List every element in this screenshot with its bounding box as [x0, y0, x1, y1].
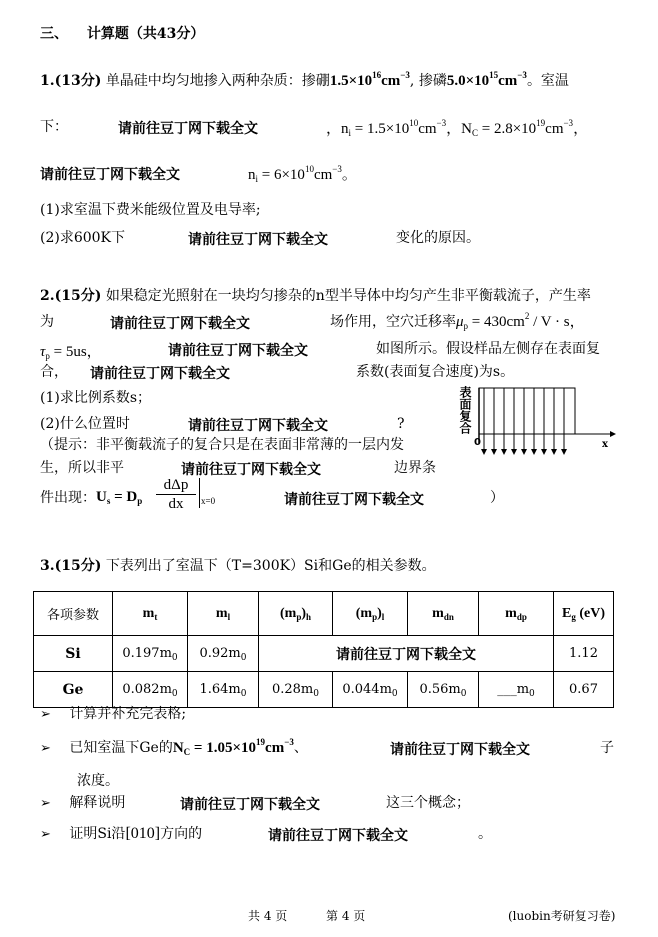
table-cell: $0.044m_0$ — [333, 672, 408, 708]
unit-exp: −3 — [517, 70, 527, 80]
phosphorus-conc: 5.0×10 — [446, 73, 490, 89]
q2-line4-start: 合， — [40, 364, 68, 380]
watermark: 请前往豆丁网下载全文 — [168, 343, 308, 359]
bullet-tail: 子 — [600, 740, 614, 756]
section-title: 计算题（共43分） — [86, 26, 205, 42]
table-cell: $1.64m_0$ — [188, 672, 259, 708]
page-total: 共 4 页 — [248, 909, 288, 923]
bullet-arrow-icon: ➢ — [40, 741, 51, 756]
q2-line2-start: 为 — [40, 314, 54, 330]
q1-sub2-start: (2)求600K下 — [40, 230, 126, 246]
bullet-text: 方向的 — [160, 826, 203, 842]
table-row — [34, 672, 614, 708]
bullet-item — [40, 794, 125, 813]
q1-sub2-end: 变化的原因。 — [396, 230, 480, 246]
page-number: 第 4 页 — [326, 909, 366, 923]
unit-exp: −3 — [400, 70, 410, 80]
q2-line4-end: 系数(表面复合速度)为s。 — [356, 364, 515, 380]
fig-axis-x: x — [602, 439, 608, 450]
q3-intro-text: 下表列出了室温下（T=300K）Si和Ge的相关参数。 — [105, 558, 436, 574]
table-cell: $0.082m_0$ — [113, 672, 188, 708]
table-cell: $0.56m_0$ — [408, 672, 479, 708]
header-cell: $m_{dn}$ — [408, 592, 479, 636]
q2-hint2-start: 生，所以非平 — [40, 460, 124, 476]
section-number: 三、 — [40, 26, 68, 42]
header-cell: $m_{dp}$ — [479, 592, 554, 636]
fraction — [156, 477, 196, 513]
q2-number: 2.(15分) — [40, 288, 102, 304]
watermark: 请前往豆丁网下载全文 — [284, 492, 424, 508]
bullet-text: 计算并补充完表格; — [69, 706, 187, 722]
q2-boundary-formula: $U_s = D_p$ — [96, 489, 143, 506]
table-cell: 0.67 — [554, 672, 614, 708]
bullet-text: 、 — [293, 740, 308, 756]
phosphorus-exp: 15 — [489, 70, 499, 80]
bullet-text: 已知室温下Ge的 — [69, 740, 173, 756]
table-cell: $0.28m_0$ — [259, 672, 333, 708]
table-cell: 1.12 — [554, 636, 614, 672]
bullet-tail: 这三个概念； — [386, 795, 470, 811]
bullet-arrow-icon: ➢ — [40, 827, 51, 842]
q2-hint3-end: ） — [490, 490, 504, 506]
fraction-denominator: dx — [168, 496, 184, 512]
watermark: 请前往豆丁网下载全文 — [181, 462, 321, 478]
boron-conc: 1.5×10 — [329, 73, 373, 89]
table-cell: $0.197m_0$ — [113, 636, 188, 672]
bullet-item — [40, 705, 186, 724]
unit: cm — [381, 73, 401, 89]
q2-line3-end: 如图所示。假设样品左侧存在表面复 — [376, 341, 600, 357]
table-cell: $\_\_\_m_0$ — [479, 672, 554, 708]
q2-lifetime: $\tau_p = 5us$， — [40, 344, 102, 361]
parameter-table — [33, 591, 614, 708]
bullet-item — [40, 825, 202, 844]
q1-ni: ，$n_i = 1.5\times 10^{10}cm^{-3}$，$N_C = 2.8\times 10^{19}cm^{-3}$， — [326, 118, 589, 138]
direction: [010] — [125, 825, 161, 842]
q2-mobility: 场作用，空穴迁移率$\mu_p = 430cm^2 / V \cdot s$， — [330, 311, 585, 331]
bullet-item: ➢ 已知室温下Ge的$N_C = 1.05\times 10^{19}cm^{-3}$、 — [40, 737, 308, 757]
q2-sub2-start: (2)什么位置时 — [40, 416, 130, 432]
q1-line2-start: 下： — [40, 119, 68, 135]
bullet-arrow-icon: ➢ — [40, 707, 51, 722]
q3-number: 3.(15分) — [40, 558, 102, 574]
row-label: Ge — [34, 672, 113, 708]
watermark: 请前往豆丁网下载全文 — [259, 636, 554, 672]
watermark: 请前往豆丁网下载全文 — [188, 418, 328, 434]
light-arrows — [481, 388, 567, 455]
q1-text-end: 。室温 — [526, 73, 569, 89]
bullet-text: 解释说明 — [69, 795, 126, 811]
watermark: 请前往豆丁网下载全文 — [90, 366, 230, 382]
q1-ni-600k: $n_i = 6\times 10^{10}cm^{-3}$。 — [248, 164, 357, 184]
boron-exp: 16 — [372, 70, 382, 80]
bullet-arrow-icon: ➢ — [40, 796, 51, 811]
row-label: Si — [34, 636, 113, 672]
bullet-text: 证明Si沿 — [69, 826, 126, 842]
q1-line1 — [40, 72, 569, 90]
header-cell: $(m_p)_h$ — [259, 592, 333, 636]
q1-sub1: (1)求室温下费米能级位置及电导率; — [40, 202, 261, 218]
eval-bar — [199, 478, 200, 508]
watermark: 请前往豆丁网下载全文 — [40, 167, 180, 183]
header-cell: $E_g$ (eV) — [554, 592, 614, 636]
header-cell: $m_l$ — [188, 592, 259, 636]
table-cell: $0.92m_0$ — [188, 636, 259, 672]
illumination-figure — [470, 383, 620, 463]
q2-hint1: （提示：非平衡载流子的复合只是在表面非常薄的一层内发 — [40, 437, 404, 453]
section-header — [40, 25, 204, 43]
q3-intro — [40, 557, 436, 575]
unit: cm — [498, 73, 518, 89]
fig-origin: 0 — [474, 437, 481, 448]
watermark: 请前往豆丁网下载全文 — [390, 742, 530, 758]
q1-number: 1.(13分) — [40, 73, 102, 89]
fig-label: 表面复合 — [458, 386, 472, 434]
q2-sub1: (1)求比例系数s； — [40, 390, 152, 406]
eval-sub: x=0 — [201, 496, 216, 506]
q1-text: 单晶硅中均匀地掺入两种杂质：掺硼 — [105, 73, 330, 89]
q1-text-mid: , 掺磷 — [409, 73, 447, 89]
header-cell: $(m_p)_l$ — [333, 592, 408, 636]
q2-text: 如果稳定光照射在一块均匀掺杂的n型半导体中均匀产生非平衡载流子，产生率 — [105, 288, 591, 304]
q2-hint3-start: 件出现： — [40, 490, 96, 506]
header-cell: 各项参数 — [34, 592, 113, 636]
watermark: 请前往豆丁网下载全文 — [110, 316, 250, 332]
q2-sub2-end: ? — [397, 416, 405, 432]
fraction-numerator: dΔp — [156, 477, 196, 495]
q2-hint2-end: 边界条 — [394, 460, 436, 476]
bullet-tail: 。 — [478, 826, 492, 842]
footer-note: (luobin考研复习卷) — [508, 909, 616, 923]
watermark: 请前往豆丁网下载全文 — [268, 828, 408, 844]
table-header-row — [34, 592, 614, 636]
watermark: 请前往豆丁网下载全文 — [180, 797, 320, 813]
bullet-line2: 浓度。 — [77, 773, 119, 789]
header-cell: $m_t$ — [113, 592, 188, 636]
table-row — [34, 636, 614, 672]
watermark: 请前往豆丁网下载全文 — [188, 232, 328, 248]
q2-line1 — [40, 287, 591, 305]
watermark: 请前往豆丁网下载全文 — [118, 121, 258, 137]
